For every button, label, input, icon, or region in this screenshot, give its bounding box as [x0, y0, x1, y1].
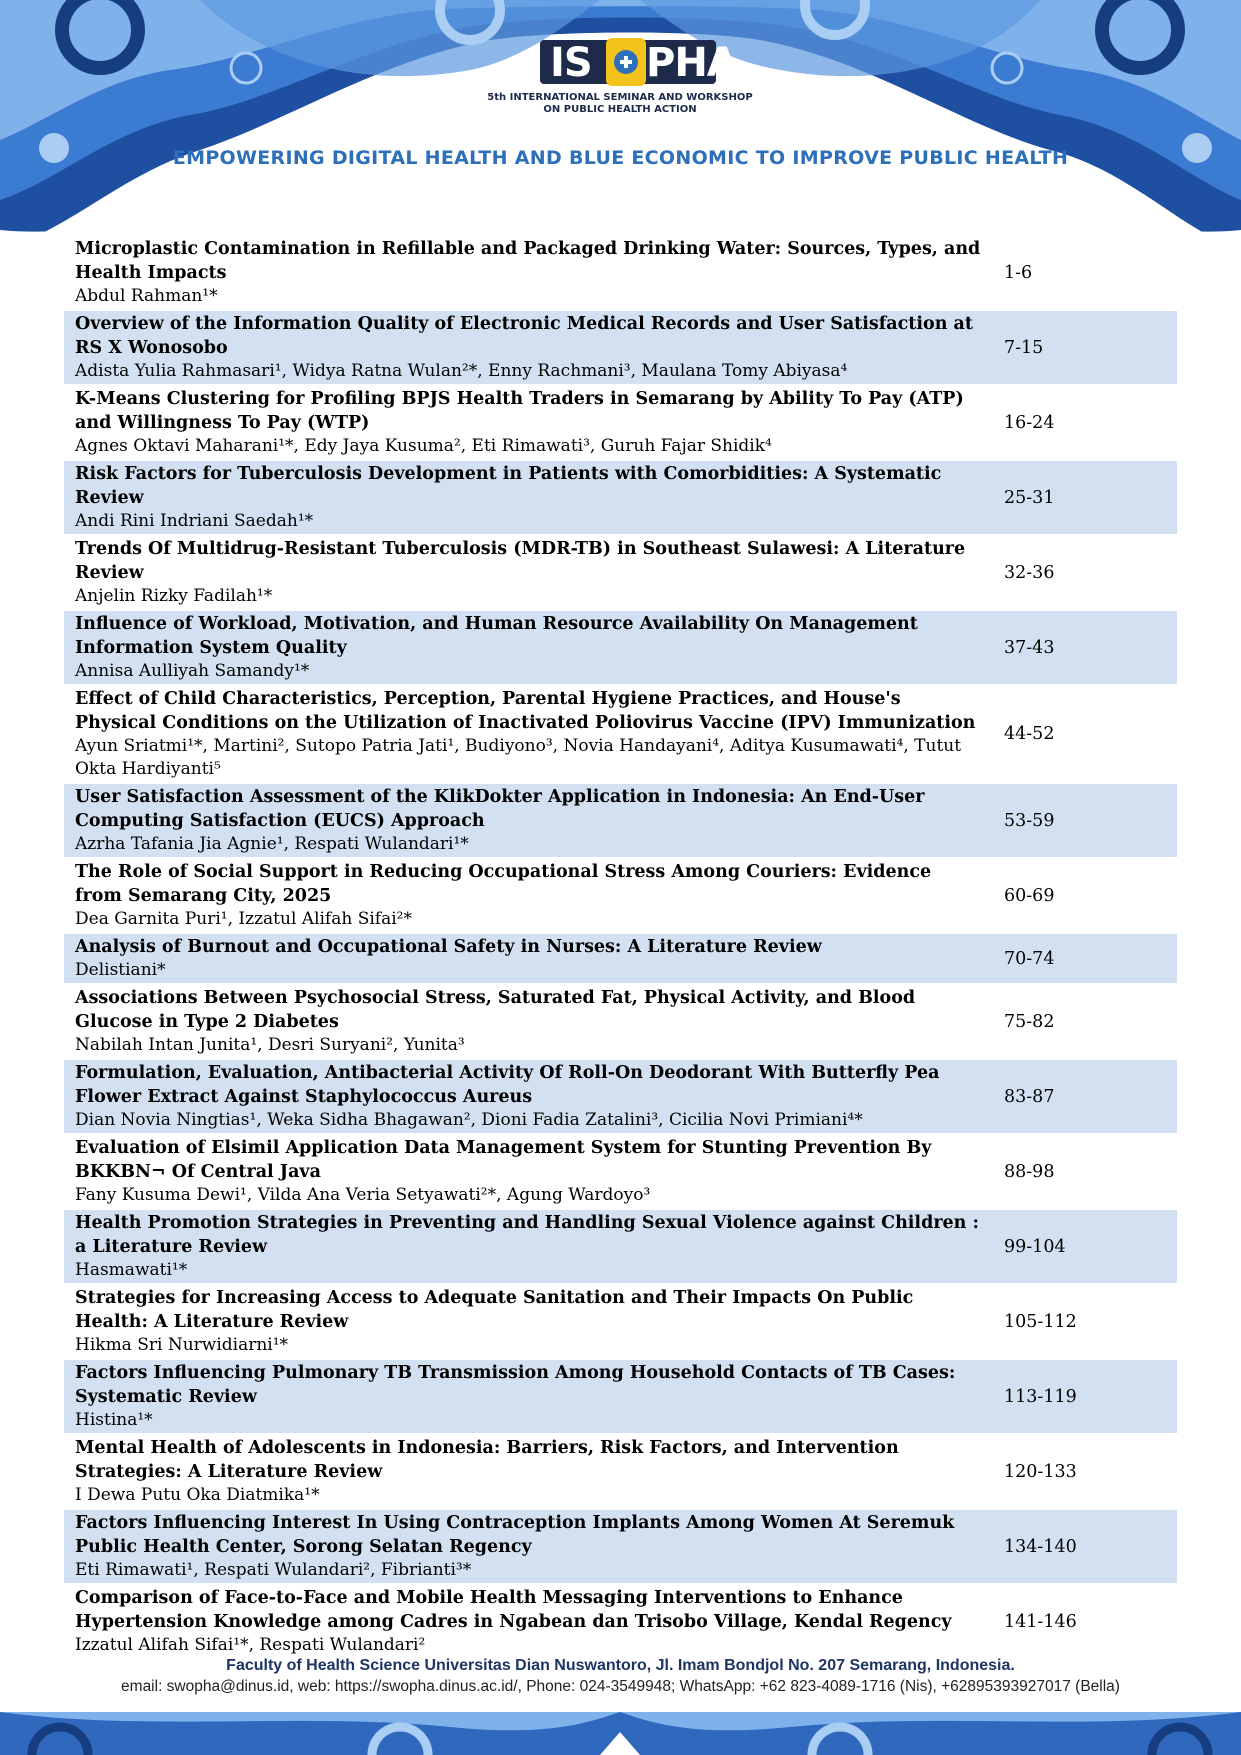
- article-authors: Annisa Aulliyah Samandy¹*: [75, 661, 310, 681]
- article-authors: Ayun Sriatmi¹*, Martini², Sutopo Patria Jati¹, Budiyono³, Novia Handayani⁴, Aditya Kusumawati⁴, Tutut Okta Hardiyanti⁵: [75, 736, 962, 779]
- article-title: Mental Health of Adolescents in Indonesia: Barriers, Risk Factors, and Intervention Strategies: A Literature Review: [75, 1438, 899, 1482]
- article-pages: 32-36: [1004, 562, 1055, 583]
- article-title: Factors Influencing Pulmonary TB Transmission Among Household Contacts of TB Cases: Systematic Review: [75, 1363, 956, 1407]
- article-authors: Histina¹*: [75, 1410, 153, 1430]
- toc-entry: [64, 1510, 984, 1583]
- article-title: Comparison of Face-to-Face and Mobile Health Messaging Interventions to Enhance Hypertension Knowledge among Cadres in Ngabean dan Trisobo Village, Kendal Regency: [75, 1588, 952, 1632]
- toc-row: [64, 1285, 1177, 1360]
- article-title: Strategies for Increasing Access to Adequate Sanitation and Their Impacts On Public Health: A Literature Review: [75, 1288, 914, 1332]
- article-title: Associations Between Psychosocial Stress, Saturated Fat, Physical Activity, and Blood Glucose in Type 2 Diabetes: [75, 988, 916, 1032]
- article-pages: 53-59: [1004, 810, 1055, 831]
- toc-entry: [64, 236, 984, 309]
- conference-name-line2: ON PUBLIC HEALTH ACTION: [543, 104, 697, 115]
- article-pages: 113-119: [1004, 1386, 1077, 1407]
- logo-text-right: PHA: [646, 40, 737, 86]
- toc-row: [64, 461, 1177, 536]
- article-authors: Nabilah Intan Junita¹, Desri Suryani², Yunita³: [75, 1035, 465, 1055]
- table-of-contents: [64, 236, 1177, 1660]
- article-title: User Satisfaction Assessment of the KlikDokter Application in Indonesia: An End-User Computing Satisfaction (EUCS) Approach: [75, 787, 925, 831]
- article-title: The Role of Social Support in Reducing Occupational Stress Among Couriers: Evidence from Semarang City, 2025: [75, 862, 932, 906]
- toc-entry: [64, 686, 984, 782]
- article-title: Formulation, Evaluation, Antibacterial Activity Of Roll-On Deodorant With Butterfly Pea Flower Extract Against Staphylococcus Aureus: [75, 1063, 940, 1107]
- toc-row: [64, 784, 1177, 859]
- toc-row: [64, 985, 1177, 1060]
- toc-row: [64, 1585, 1177, 1660]
- conference-name-line1: 5th INTERNATIONAL SEMINAR AND WORKSHOP: [487, 92, 753, 103]
- article-title: Evaluation of Elsimil Application Data Management System for Stunting Prevention By BKKBN¬ Of Central Java: [75, 1138, 932, 1182]
- article-pages: 83-87: [1004, 1086, 1055, 1107]
- article-title: K-Means Clustering for Profiling BPJS Health Traders in Semarang by Ability To Pay (ATP) and Willingness To Pay (WTP): [75, 389, 964, 433]
- article-pages: 120-133: [1004, 1461, 1077, 1482]
- toc-row: [64, 536, 1177, 611]
- article-authors: Dian Novia Ningtias¹, Weka Sidha Bhagawan², Dioni Fadia Zatalini³, Cicilia Novi Primiani⁴*: [75, 1110, 863, 1130]
- toc-entry: [64, 461, 984, 534]
- footer-address: Faculty of Health Science Universitas Dian Nuswantoro, Jl. Imam Bondjol No. 207 Semarang, Indonesia.: [226, 1657, 1015, 1674]
- article-pages: 88-98: [1004, 1161, 1055, 1182]
- article-title: Influence of Workload, Motivation, and Human Resource Availability On Management Information System Quality: [75, 614, 918, 658]
- article-authors: Hikma Sri Nurwidiarni¹*: [75, 1335, 289, 1355]
- article-title: Overview of the Information Quality of Electronic Medical Records and User Satisfaction at RS X Wonosobo: [75, 314, 973, 358]
- toc-entry: [64, 1435, 984, 1508]
- article-pages: 99-104: [1004, 1236, 1066, 1257]
- article-authors: Fany Kusuma Dewi¹, Vilda Ana Veria Setyawati²*, Agung Wardoyo³: [75, 1185, 651, 1205]
- article-pages: 25-31: [1004, 487, 1055, 508]
- article-pages: 16-24: [1004, 412, 1055, 433]
- footer-contact: email: swopha@dinus.id, web: https://swopha.dinus.ac.id/, Phone: 024-3549948; WhatsApp: +62 823-4089-1716 (Nis), +62895393927017 (Bella): [121, 1678, 1120, 1695]
- conference-logo: [540, 38, 737, 86]
- article-title: Analysis of Burnout and Occupational Safety in Nurses: A Literature Review: [75, 937, 822, 957]
- article-pages: 7-15: [1004, 337, 1044, 358]
- article-pages: 60-69: [1004, 885, 1055, 906]
- article-authors: Eti Rimawati¹, Respati Wulandari², Fibrianti³*: [75, 1560, 472, 1580]
- toc-entry: [64, 311, 984, 384]
- toc-entry: [64, 985, 984, 1058]
- toc-row: [64, 1210, 1177, 1285]
- article-title: Effect of Child Characteristics, Perception, Parental Hygiene Practices, and House's Physical Conditions on the Utilization of Inactivated Poliovirus Vaccine (IPV) Immunization: [75, 689, 976, 733]
- toc-entry: [64, 1060, 984, 1133]
- article-pages: 44-52: [1004, 724, 1055, 744]
- article-pages: 37-43: [1004, 637, 1055, 658]
- toc-row: [64, 1060, 1177, 1135]
- article-pages: 75-82: [1004, 1011, 1055, 1032]
- toc-row: [64, 311, 1177, 386]
- article-authors: Azrha Tafania Jia Agnie¹, Respati Wulandari¹*: [75, 834, 469, 854]
- article-authors: Agnes Oktavi Maharani¹*, Edy Jaya Kusuma², Eti Rimawati³, Guruh Fajar Shidik⁴: [75, 436, 772, 456]
- article-authors: Delistiani*: [75, 960, 166, 980]
- logo-text-left: IS: [550, 40, 592, 86]
- article-authors: Adista Yulia Rahmasari¹, Widya Ratna Wulan²*, Enny Rachmani³, Maulana Tomy Abiyasa⁴: [75, 361, 848, 381]
- toc-entry: [64, 934, 984, 983]
- article-title: Factors Influencing Interest In Using Contraception Implants Among Women At Seremuk Public Health Center, Sorong Selatan Regency: [75, 1513, 955, 1557]
- article-title: Trends Of Multidrug-Resistant Tuberculosis (MDR-TB) in Southeast Sulawesi: A Literature Review: [75, 539, 966, 583]
- toc-row: [64, 386, 1177, 461]
- toc-row: [64, 1510, 1177, 1585]
- toc-entry: [64, 386, 984, 459]
- toc-row: [64, 686, 1177, 784]
- toc-row: [64, 236, 1177, 311]
- toc-entry: [64, 784, 984, 857]
- article-title: Microplastic Contamination in Refillable and Packaged Drinking Water: Sources, Types, and Health Impacts: [75, 239, 981, 283]
- toc-entry: [64, 1210, 984, 1283]
- toc-entry: [64, 1360, 984, 1433]
- toc-entry: [64, 859, 984, 932]
- article-pages: 70-74: [1004, 948, 1055, 969]
- toc-row: [64, 1435, 1177, 1510]
- toc-row: [64, 859, 1177, 934]
- footer-wave-art: [0, 1712, 1241, 1755]
- article-title: Health Promotion Strategies in Preventing and Handling Sexual Violence against Children : a Literature Review: [75, 1213, 979, 1257]
- toc-row: [64, 611, 1177, 686]
- conference-name: [460, 92, 780, 116]
- toc-entry: [64, 536, 984, 609]
- article-pages: 1-6: [1004, 262, 1033, 283]
- article-title: Risk Factors for Tuberculosis Development in Patients with Comorbidities: A Systematic Review: [75, 464, 942, 508]
- article-authors: Izzatul Alifah Sifai¹*, Respati Wulandari²: [75, 1635, 426, 1655]
- article-authors: Anjelin Rizky Fadilah¹*: [75, 586, 273, 606]
- article-authors: Dea Garnita Puri¹, Izzatul Alifah Sifai²*: [75, 909, 412, 929]
- toc-entry: [64, 1585, 984, 1658]
- toc-entry: [64, 1285, 984, 1358]
- article-authors: Abdul Rahman¹*: [75, 286, 218, 306]
- article-pages: 134-140: [1004, 1536, 1077, 1557]
- article-pages: 105-112: [1004, 1311, 1077, 1332]
- toc-row: [64, 1135, 1177, 1210]
- article-authors: I Dewa Putu Oka Diatmika¹*: [75, 1485, 320, 1505]
- toc-row: [64, 934, 1177, 985]
- toc-row: [64, 1360, 1177, 1435]
- page-footer: [0, 1655, 1241, 1697]
- article-authors: Hasmawati¹*: [75, 1260, 188, 1280]
- toc-entry: [64, 1135, 984, 1208]
- conference-theme: EMPOWERING DIGITAL HEALTH AND BLUE ECONOMIC TO IMPROVE PUBLIC HEALTH: [172, 147, 1069, 169]
- article-pages: 141-146: [1004, 1611, 1077, 1632]
- toc-entry: [64, 611, 984, 684]
- article-authors: Andi Rini Indriani Saedah¹*: [75, 511, 314, 531]
